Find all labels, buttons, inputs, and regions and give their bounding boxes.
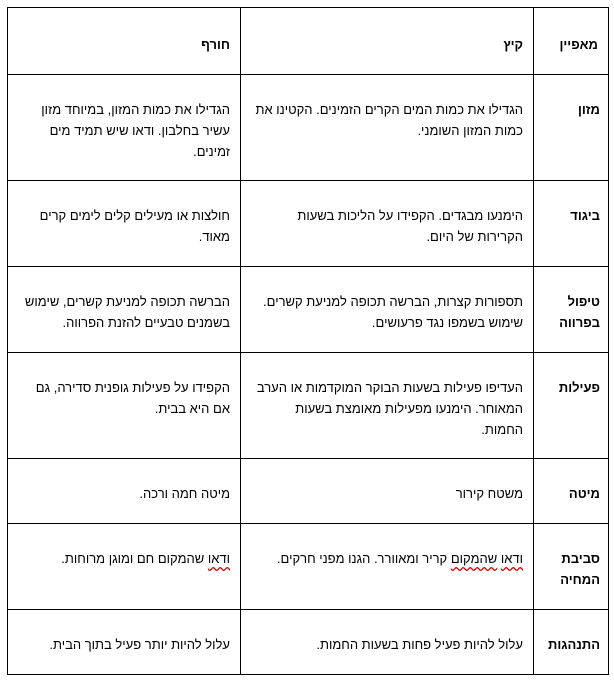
summer-cell: העדיפו פעילות בשעות הבוקר המוקדמות או הערב המאוחר. הימנעו מפעילות מאומצת בשעות החמות.	[241, 353, 534, 459]
header-summer: קיץ	[241, 8, 534, 75]
feature-cell: מזון	[534, 75, 609, 181]
seasonal-care-table	[7, 7, 609, 675]
table-row	[8, 610, 609, 675]
feature-cell: טיפול בפרווה	[534, 267, 609, 353]
feature-cell: פעילות	[534, 353, 609, 459]
spellcheck-word[interactable]: ודאו	[207, 551, 230, 566]
table-row	[8, 75, 609, 181]
table-row	[8, 181, 609, 267]
winter-cell: הגדילו את כמות המזון, במיוחד מזון עשיר בחלבון. ודאו שיש תמיד מים זמינים.	[8, 75, 241, 181]
feature-cell: ביגוד	[534, 181, 609, 267]
table-row	[8, 267, 609, 353]
spellcheck-word[interactable]: שהמקום	[450, 551, 498, 566]
winter-cell: מיטה חמה ורכה.	[8, 459, 241, 524]
feature-cell: מיטה	[534, 459, 609, 524]
header-feature: מאפיין	[534, 8, 609, 75]
cell-text: קריר ומאוורר. הגנו מפני חרקים.	[276, 551, 448, 566]
feature-cell: סביבת המחיה	[534, 524, 609, 610]
spellcheck-word[interactable]: ודאו	[500, 551, 523, 566]
winter-cell: חולצות או מעילים קלים לימים קרים מאוד.	[8, 181, 241, 267]
summer-cell	[241, 524, 534, 610]
winter-cell: הברשה תכופה למניעת קשרים, שימוש בשמנים טבעיים להזנת הפרווה.	[8, 267, 241, 353]
table-header-row	[8, 8, 609, 75]
cell-text: שהמקום חם ומוגן מרוחות.	[61, 551, 205, 566]
summer-cell: הגדילו את כמות המים הקרים הזמינים. הקטינו את כמות המזון השומני.	[241, 75, 534, 181]
winter-cell: עלול להיות יותר פעיל בתוך הבית.	[8, 610, 241, 675]
header-winter: חורף	[8, 8, 241, 75]
summer-cell: הימנעו מבגדים. הקפידו על הליכות בשעות הקרירות של היום.	[241, 181, 534, 267]
table-row	[8, 524, 609, 610]
winter-cell	[8, 524, 241, 610]
summer-cell: תספורות קצרות, הברשה תכופה למניעת קשרים. שימוש בשמפו נגד פרעושים.	[241, 267, 534, 353]
feature-cell: התנהגות	[534, 610, 609, 675]
table-row	[8, 353, 609, 459]
table-row	[8, 459, 609, 524]
summer-cell: משטח קירור	[241, 459, 534, 524]
summer-cell: עלול להיות פעיל פחות בשעות החמות.	[241, 610, 534, 675]
winter-cell: הקפידו על פעילות גופנית סדירה, גם אם היא בבית.	[8, 353, 241, 459]
